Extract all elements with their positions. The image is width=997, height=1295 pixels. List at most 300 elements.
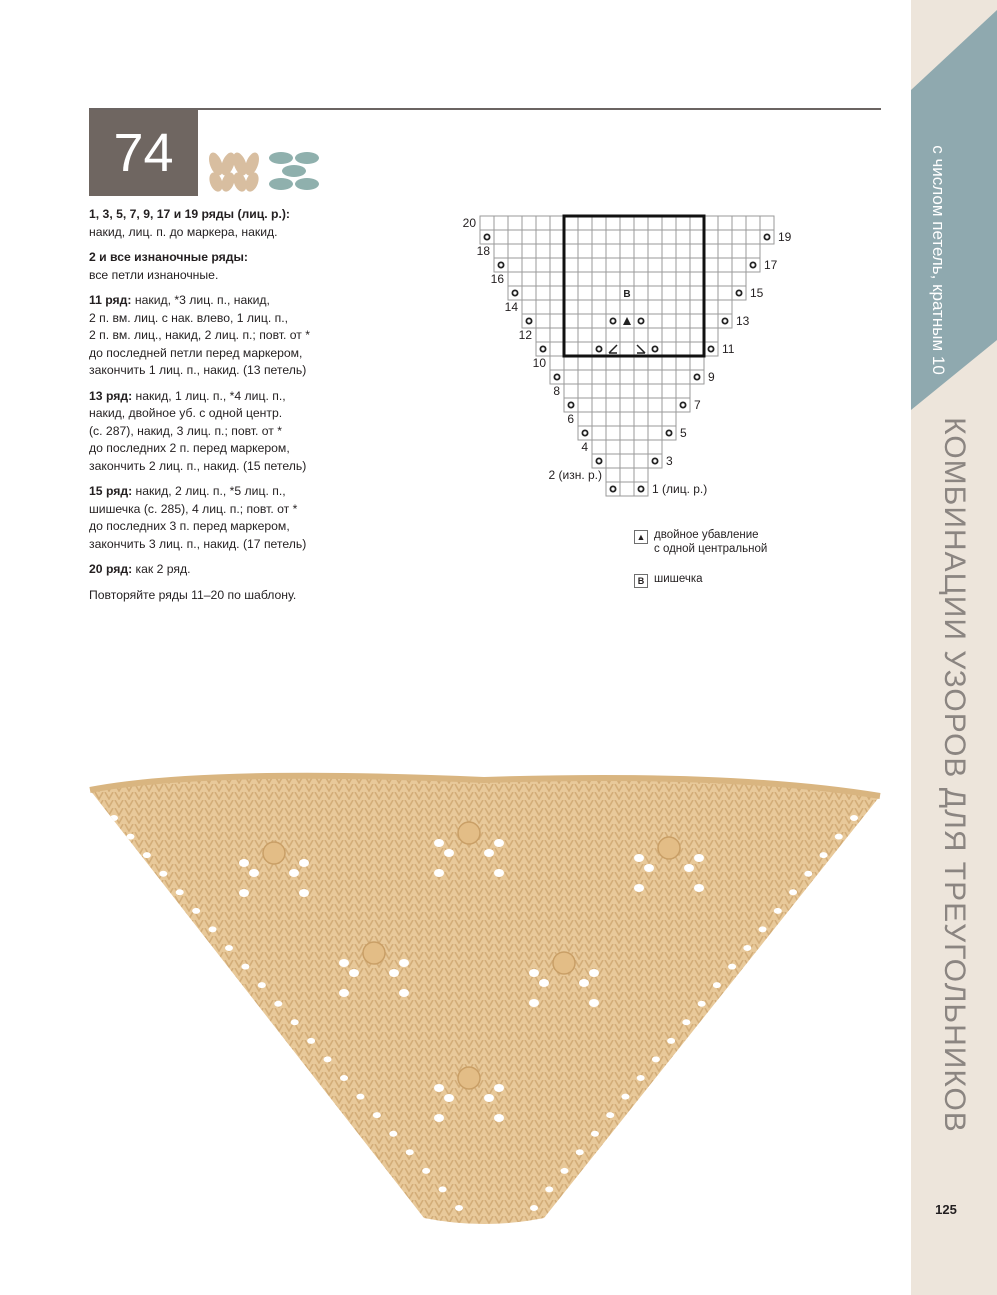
bobble <box>363 942 385 964</box>
chart-cell <box>480 216 494 230</box>
chart-cell <box>760 230 774 244</box>
chart-cell <box>620 468 634 482</box>
eyelet <box>389 969 399 977</box>
chart-cell <box>620 300 634 314</box>
chart-cell <box>620 230 634 244</box>
row-label-left: 10 <box>532 356 546 370</box>
chart-cell <box>648 412 662 426</box>
chart-cell <box>676 342 690 356</box>
chart-cell <box>536 300 550 314</box>
chart-cell <box>662 300 676 314</box>
eyelet <box>494 1114 504 1122</box>
chart-cell <box>690 300 704 314</box>
chart-cell <box>592 328 606 342</box>
eyelet <box>274 1001 282 1007</box>
chart-cell <box>662 342 676 356</box>
chart-cell <box>536 258 550 272</box>
chart-cell <box>662 426 676 440</box>
chart-cell <box>676 300 690 314</box>
chart-cell <box>536 342 550 356</box>
chart-cell <box>690 314 704 328</box>
chart-cell <box>648 300 662 314</box>
chart-cell <box>718 244 732 258</box>
chart-cell <box>634 216 648 230</box>
chart-cell <box>718 272 732 286</box>
chart-cell <box>578 286 592 300</box>
chart-cell <box>508 244 522 258</box>
chart-cell <box>662 272 676 286</box>
chart-cell <box>592 216 606 230</box>
eyelet <box>606 1112 614 1118</box>
chart-cell <box>606 398 620 412</box>
chart-cell <box>620 440 634 454</box>
instruction-line: шишечка (с. 285), 4 лиц. п.; повт. от * <box>89 501 298 516</box>
eyelet <box>634 884 644 892</box>
chart-cell <box>634 398 648 412</box>
chart-cell <box>690 328 704 342</box>
instruction-line: закончить 1 лиц. п., накид. (13 петель) <box>89 363 307 377</box>
chart-cell <box>718 286 732 300</box>
chart-cell <box>662 356 676 370</box>
eyelet <box>835 834 843 840</box>
eyelet <box>356 1094 364 1100</box>
chart-cell <box>606 384 620 398</box>
chart-cell <box>704 342 718 356</box>
chart-cell <box>606 370 620 384</box>
chart-cell <box>718 230 732 244</box>
eyelet <box>529 999 539 1007</box>
chart-cell <box>676 272 690 286</box>
bobble <box>658 837 680 859</box>
eyelet <box>422 1168 430 1174</box>
chart-cell <box>634 314 648 328</box>
chart-cell <box>564 398 578 412</box>
instruction-block <box>89 206 354 241</box>
chart-cell <box>620 370 634 384</box>
chart-cell <box>592 356 606 370</box>
instruction-line: накид, 1 лиц. п., *4 лиц. п., <box>132 388 286 403</box>
chart-cell <box>620 342 634 356</box>
chart-cell <box>634 356 648 370</box>
chart-cell <box>634 230 648 244</box>
chart-cell <box>746 244 760 258</box>
legend-text: двойное убавление <box>654 529 759 541</box>
chart-cell <box>662 398 676 412</box>
chart-cell <box>606 412 620 426</box>
chart-cell <box>732 216 746 230</box>
chart-cell <box>690 370 704 384</box>
instruction-heading: 2 и все изнаночные ряды: <box>89 250 248 264</box>
chart-cell <box>536 286 550 300</box>
eyelet <box>143 852 151 858</box>
chart-cell <box>704 258 718 272</box>
chart-cell <box>592 440 606 454</box>
chart-cell <box>690 286 704 300</box>
bobble-icon: B <box>634 574 648 588</box>
chart-cell <box>592 300 606 314</box>
chart-cell <box>578 384 592 398</box>
chart-cell <box>508 216 522 230</box>
chart-cell <box>522 258 536 272</box>
chart-cell <box>662 286 676 300</box>
chart-cell <box>606 482 620 496</box>
eyelet <box>434 839 444 847</box>
chart-cell <box>592 342 606 356</box>
chart-cell <box>606 230 620 244</box>
chart-cell <box>718 216 732 230</box>
chart-cell <box>550 328 564 342</box>
chart-cell <box>606 328 620 342</box>
eyelet <box>694 854 704 862</box>
chart-cell <box>620 244 634 258</box>
row-label-left: 6 <box>567 412 574 426</box>
eyelet <box>494 869 504 877</box>
chart-cell <box>704 244 718 258</box>
chart-cell <box>634 384 648 398</box>
eyelet <box>789 889 797 895</box>
chart-cell <box>690 356 704 370</box>
chart-cell <box>592 314 606 328</box>
chart-cell <box>564 300 578 314</box>
instruction-line: 2 п. вм. лиц., накид, 2 лиц. п.; повт. от * <box>89 328 311 342</box>
eyelet <box>850 815 858 821</box>
chart-cell <box>648 426 662 440</box>
chart-cell <box>522 286 536 300</box>
instruction-block <box>89 388 354 476</box>
chart-cell <box>522 300 536 314</box>
eyelet <box>539 979 549 987</box>
eyelet <box>434 1084 444 1092</box>
knitted-swatch-photo <box>84 768 884 1228</box>
knitting-chart <box>440 200 810 510</box>
eyelet <box>743 945 751 951</box>
eyelet <box>159 871 167 877</box>
chart-cell <box>732 230 746 244</box>
row-label-left: 18 <box>476 244 490 258</box>
instruction-line: до последних 3 п. перед маркером, <box>89 519 290 533</box>
chart-cell <box>648 342 662 356</box>
eyelet <box>530 1205 538 1211</box>
chart-cell <box>536 244 550 258</box>
chart-cell <box>494 244 508 258</box>
chart-cell <box>634 258 648 272</box>
chart-cell <box>648 272 662 286</box>
chart-cell <box>550 216 564 230</box>
yarn-weight-icon <box>209 150 259 194</box>
eyelet <box>634 854 644 862</box>
chart-cell <box>732 286 746 300</box>
chart-cell <box>704 328 718 342</box>
chart-cell <box>522 216 536 230</box>
eyelet <box>713 982 721 988</box>
instruction-line: закончить 2 лиц. п., накид. (15 петель) <box>89 458 307 473</box>
eyelet <box>209 926 217 932</box>
chart-cell <box>648 440 662 454</box>
instruction-line: накид, лиц. п. до маркера, накид. <box>89 224 278 239</box>
chart-cell <box>536 314 550 328</box>
row-label-left: 8 <box>553 384 560 398</box>
eyelet <box>494 839 504 847</box>
eyelet <box>225 945 233 951</box>
chart-cell <box>634 440 648 454</box>
instruction-line: Повторяйте ряды 11–20 по шаблону. <box>89 587 297 602</box>
chart-cell <box>620 384 634 398</box>
eyelet <box>545 1186 553 1192</box>
chart-cell <box>634 412 648 426</box>
chart-cell <box>732 258 746 272</box>
chart-cell <box>676 314 690 328</box>
chart-cell <box>662 314 676 328</box>
chart-cell <box>564 258 578 272</box>
chart-cell <box>578 342 592 356</box>
chart-cell <box>592 244 606 258</box>
instruction-line: накид, двойное уб. с одной центр. <box>89 406 283 420</box>
eyelet <box>291 1019 299 1025</box>
eyelet <box>126 834 134 840</box>
eyelet <box>589 999 599 1007</box>
eyelet <box>667 1038 675 1044</box>
chart-cell <box>592 384 606 398</box>
chart-cell <box>620 356 634 370</box>
chart-cell <box>536 272 550 286</box>
chart-cell <box>648 454 662 468</box>
eyelet <box>340 1075 348 1081</box>
eyelet <box>239 889 249 897</box>
row-label-left: 20 <box>462 216 476 230</box>
eyelet <box>652 1056 660 1062</box>
eyelet <box>637 1075 645 1081</box>
chart-cell <box>578 272 592 286</box>
instruction-heading: 15 ряд: <box>89 484 133 498</box>
chart-cell <box>704 272 718 286</box>
chart-cell <box>578 356 592 370</box>
chart-cell <box>564 244 578 258</box>
instruction-line: 2 п. вм. лиц. с нак. влево, 1 лиц. п., <box>89 310 288 325</box>
chart-cell <box>620 398 634 412</box>
chart-cell <box>606 272 620 286</box>
pattern-number: 74 <box>89 110 198 196</box>
row-label-right: 3 <box>666 454 673 468</box>
chart-cell <box>494 230 508 244</box>
instruction-block <box>89 561 354 579</box>
chart-cell <box>592 258 606 272</box>
chart-cell <box>746 230 760 244</box>
chart-cell <box>676 384 690 398</box>
instruction-line: до последней петли перед маркером, <box>89 345 303 360</box>
chart-cell <box>704 286 718 300</box>
chart-cell <box>508 230 522 244</box>
chart-cell <box>564 370 578 384</box>
chart-cell <box>522 272 536 286</box>
chart-cell <box>606 468 620 482</box>
eyelet <box>484 1094 494 1102</box>
chart-cell <box>550 272 564 286</box>
chart-cell <box>606 314 620 328</box>
eyelet <box>698 1001 706 1007</box>
eyelet <box>399 989 409 997</box>
chart-cell <box>606 244 620 258</box>
chart-cell <box>676 258 690 272</box>
chart-cell <box>592 412 606 426</box>
chart-cell <box>676 244 690 258</box>
row-label-left: 14 <box>504 300 518 314</box>
instruction-line: (с. 287), накид, 3 лиц. п.; повт. от * <box>89 423 283 438</box>
chart-cell <box>704 314 718 328</box>
row-label-right: 15 <box>750 286 764 300</box>
row-label-right: 17 <box>764 258 778 272</box>
chart-cell <box>690 272 704 286</box>
chart-cell <box>564 230 578 244</box>
chart-cell <box>606 286 620 300</box>
chart-cell <box>648 286 662 300</box>
chart-cell <box>676 216 690 230</box>
chart-cell <box>648 384 662 398</box>
chart-cell <box>592 398 606 412</box>
chart-cell <box>592 230 606 244</box>
chart-cell <box>648 370 662 384</box>
chart-cell <box>578 398 592 412</box>
eyelet <box>529 969 539 977</box>
chart-cell <box>592 370 606 384</box>
eyelet <box>576 1149 584 1155</box>
eyelet <box>682 1019 690 1025</box>
chart-cell <box>676 398 690 412</box>
eyelet <box>192 908 200 914</box>
instruction-line: накид, 2 лиц. п., *5 лиц. п., <box>132 484 286 498</box>
eyelet <box>373 1112 381 1118</box>
chart-cell <box>620 272 634 286</box>
chart-cell <box>746 216 760 230</box>
chart-cell <box>718 258 732 272</box>
eyelet <box>820 852 828 858</box>
legend-text: с одной центральной <box>654 543 768 555</box>
chart-cell <box>536 230 550 244</box>
chart-cell <box>550 244 564 258</box>
row-label-left: 16 <box>490 272 504 286</box>
sidebar-triangle <box>911 0 997 410</box>
eyelet <box>728 964 736 970</box>
instruction-block <box>89 483 354 553</box>
chart-cell <box>606 258 620 272</box>
eyelet <box>774 908 782 914</box>
row-label-right: 19 <box>778 230 792 244</box>
chart-cell <box>508 272 522 286</box>
eyelet <box>694 884 704 892</box>
page-number: 125 <box>935 1202 957 1217</box>
bobble <box>553 952 575 974</box>
chart-cell <box>578 216 592 230</box>
legend-double-decrease <box>634 528 834 558</box>
eyelet <box>444 849 454 857</box>
eyelet <box>494 1084 504 1092</box>
chart-cell <box>606 454 620 468</box>
chart-cell <box>592 286 606 300</box>
bobble <box>458 822 480 844</box>
chart-cell <box>634 482 648 496</box>
double-decrease-icon: ▲ <box>634 530 648 544</box>
row-label-right: 7 <box>694 398 701 412</box>
eyelet <box>444 1094 454 1102</box>
eyelet <box>299 859 309 867</box>
eyelet <box>591 1131 599 1137</box>
eyelet <box>249 869 259 877</box>
chart-cell <box>508 286 522 300</box>
instruction-line: накид, *3 лиц. п., накид, <box>131 293 270 307</box>
row-label-right: 1 (лиц. р.) <box>652 482 708 496</box>
eyelet <box>455 1205 463 1211</box>
chart-cell <box>704 230 718 244</box>
chart-cell <box>634 286 648 300</box>
chart-cell <box>550 230 564 244</box>
purl-stitch-icon <box>268 150 320 194</box>
chart-cell <box>620 328 634 342</box>
chart-cell <box>564 328 578 342</box>
eyelet <box>406 1149 414 1155</box>
chart-cell <box>578 412 592 426</box>
eyelet <box>389 1131 397 1137</box>
chart-cell <box>592 272 606 286</box>
eyelet <box>644 864 654 872</box>
chart-cell <box>578 426 592 440</box>
chart-cell <box>662 216 676 230</box>
row-label-right: 11 <box>722 342 735 356</box>
chart-cell <box>550 300 564 314</box>
chart-cell <box>564 286 578 300</box>
eyelet <box>258 982 266 988</box>
chart-cell <box>760 216 774 230</box>
legend-text: шишечка <box>654 573 703 585</box>
chart-cell <box>578 258 592 272</box>
chart-cell <box>648 356 662 370</box>
chart-cell <box>606 216 620 230</box>
chart-cell <box>676 356 690 370</box>
eyelet <box>176 889 184 895</box>
chart-cell <box>522 230 536 244</box>
eyelet <box>307 1038 315 1044</box>
chart-cell <box>662 258 676 272</box>
chart-cell <box>676 286 690 300</box>
chart-cell <box>690 230 704 244</box>
chart-cell <box>648 244 662 258</box>
chart-cell <box>550 258 564 272</box>
chart-cell <box>522 314 536 328</box>
chart-cell <box>592 426 606 440</box>
chart-cell <box>550 356 564 370</box>
instruction-line: закончить 3 лиц. п., накид. (17 петель) <box>89 536 307 551</box>
chart-cell <box>564 342 578 356</box>
chart-cell <box>634 370 648 384</box>
eyelet <box>324 1056 332 1062</box>
instruction-block <box>89 292 354 380</box>
chart-cell <box>564 384 578 398</box>
row-label-right: 9 <box>708 370 715 384</box>
chart-cell <box>648 398 662 412</box>
instruction-block <box>89 249 354 284</box>
chart-cell <box>564 314 578 328</box>
chart-cell <box>522 244 536 258</box>
chart-cell <box>508 258 522 272</box>
chart-cell <box>690 216 704 230</box>
chart-cell <box>648 230 662 244</box>
eyelet <box>299 889 309 897</box>
chart-cell <box>676 328 690 342</box>
eyelet <box>339 959 349 967</box>
eyelet <box>339 989 349 997</box>
chart-cell <box>690 258 704 272</box>
eyelet <box>439 1186 447 1192</box>
chart-cell <box>494 258 508 272</box>
chart-cell <box>676 230 690 244</box>
